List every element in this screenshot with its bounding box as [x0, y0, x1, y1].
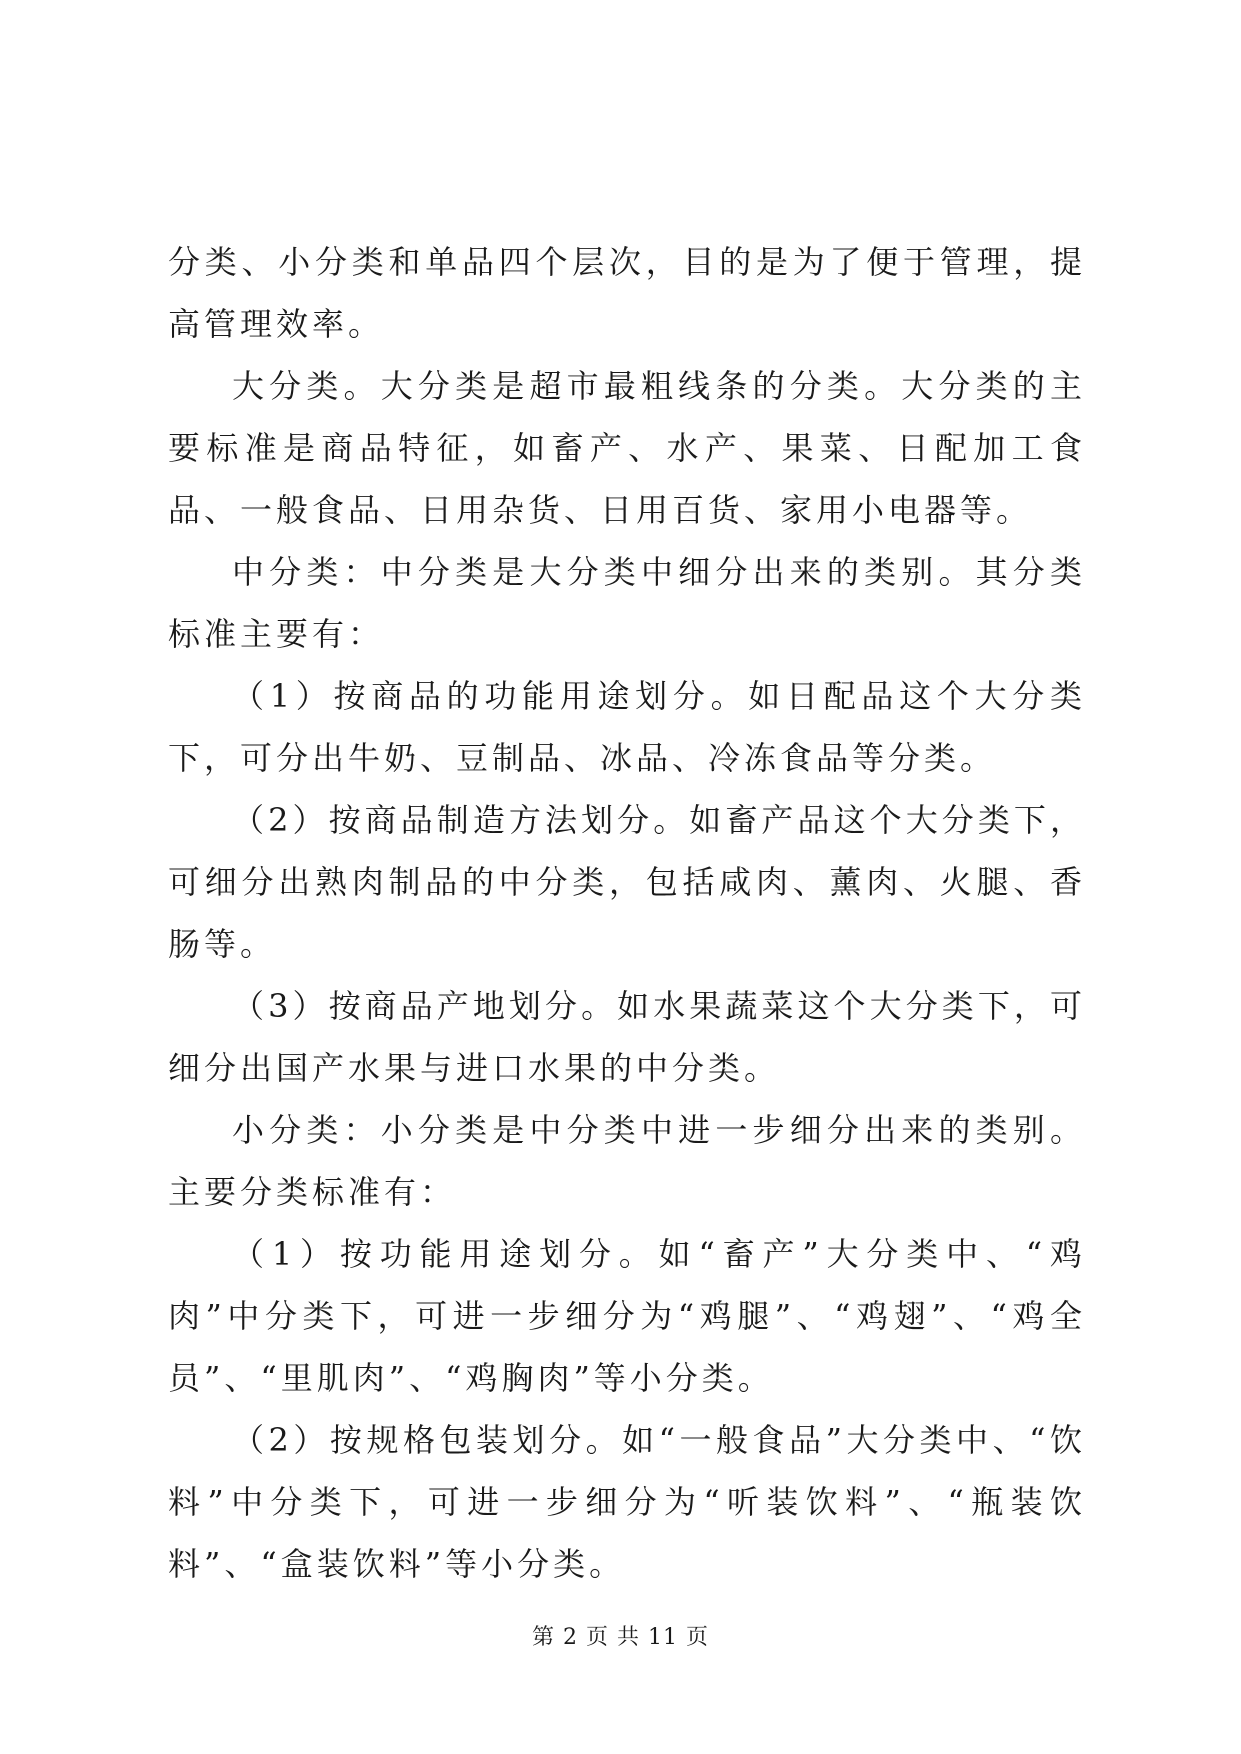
paragraph-4: （1）按商品的功能用途划分。如日配品这个大分类下，可分出牛奶、豆制品、冰品、冷冻食品等分类。: [168, 677, 1086, 777]
paragraph-1: 分类、小分类和单品四个层次，目的是为了便于管理，提高管理效率。: [168, 243, 1086, 343]
paragraph-7: 小分类：小分类是中分类中进一步细分出来的类别。主要分类标准有：: [168, 1111, 1086, 1211]
paragraph-5: （2）按商品制造方法划分。如畜产品这个大分类下，可细分出熟肉制品的中分类，包括咸肉、薰肉、火腿、香肠等。: [168, 801, 1086, 963]
page-footer: [0, 1620, 1241, 1651]
page-number-label: 第 2 页 共 11 页: [532, 1625, 709, 1650]
paragraph-2: 大分类。大分类是超市最粗线条的分类。大分类的主要标准是商品特征，如畜产、水产、果菜、日配加工食品、一般食品、日用杂货、日用百货、家用小电器等。: [168, 367, 1086, 529]
paragraph-3: 中分类：中分类是大分类中细分出来的类别。其分类标准主要有：: [168, 553, 1086, 653]
paragraph-8: （1）按功能用途划分。如“畜产”大分类中、“鸡肉”中分类下，可进一步细分为“鸡腿”、“鸡翅”、“鸡全员”、“里肌肉”、“鸡胸肉”等小分类。: [168, 1235, 1086, 1397]
paragraph-9: （2）按规格包装划分。如“一般食品”大分类中、“饮料”中分类下，可进一步细分为“听装饮料”、“瓶装饮料”、“盒装饮料”等小分类。: [168, 1421, 1086, 1583]
document-body: [168, 231, 1086, 1595]
paragraph-6: （3）按商品产地划分。如水果蔬菜这个大分类下，可细分出国产水果与进口水果的中分类。: [168, 987, 1086, 1087]
